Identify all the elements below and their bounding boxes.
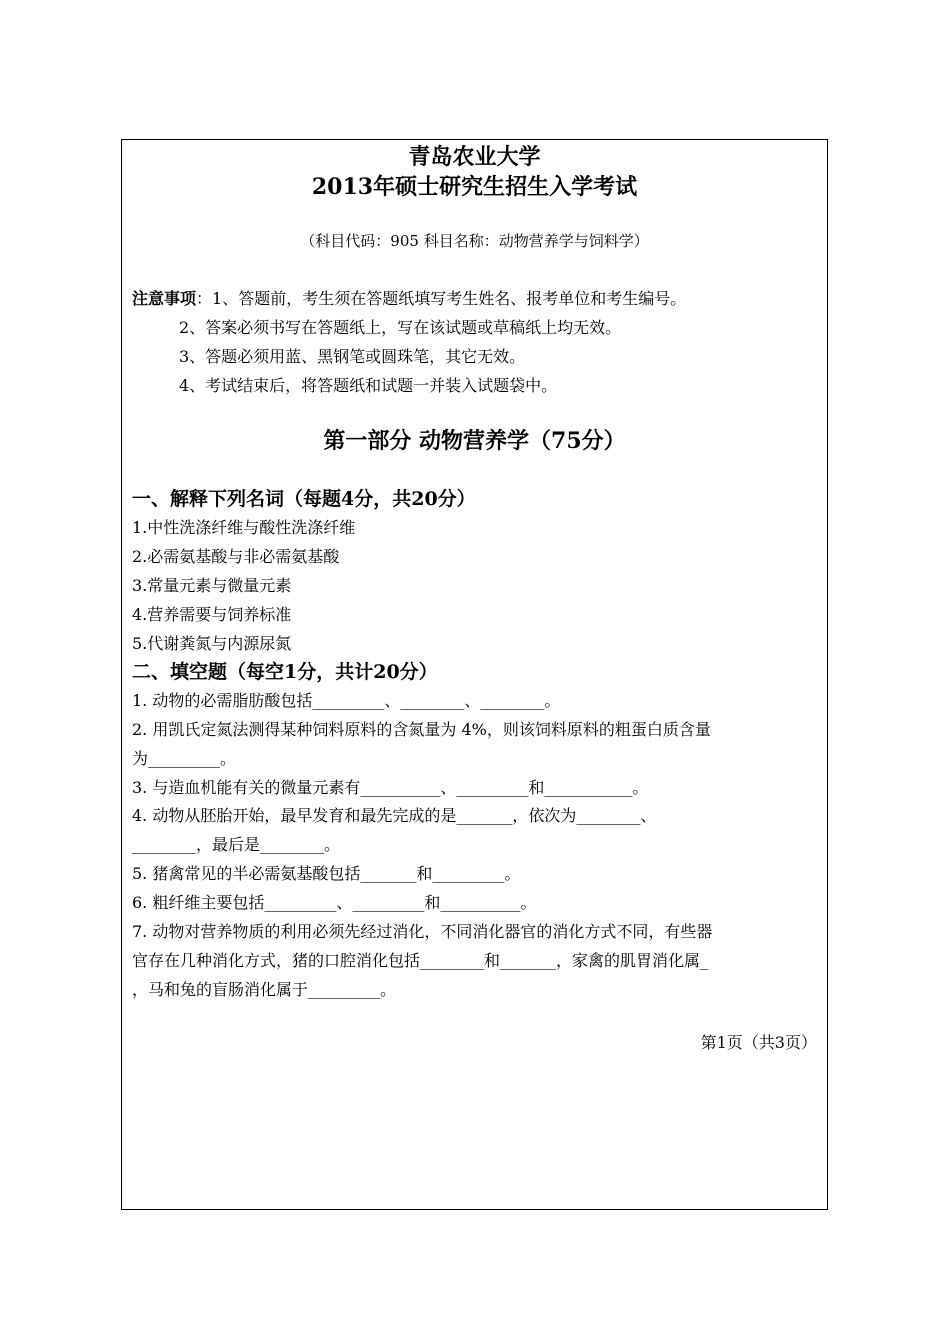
- section-2-line: 6. 粗纤维主要包括_________、_________和__________。: [132, 893, 537, 912]
- section-1-item: 5.代谢粪氮与内源尿氮: [132, 634, 292, 653]
- note-item-2: 2、答案必须书写在答题纸上，写在该试题或草稿纸上均无效。: [179, 318, 622, 337]
- note-item-3: 3、答题必须用蓝、黑钢笔或圆珠笔，其它无效。: [179, 347, 526, 366]
- section-2-line: 为_________。: [132, 749, 237, 768]
- section-2-title: 二、填空题（每空1分，共计20分）: [132, 661, 438, 683]
- section-1-item: 4.营养需要与饲养标准: [132, 605, 292, 624]
- section-1-item: 1.中性洗涤纤维与酸性洗涤纤维: [132, 518, 356, 537]
- section-2-line: ，马和兔的盲肠消化属于_________。: [132, 980, 397, 999]
- part-1-title: 第一部分 动物营养学（75分）: [323, 428, 626, 454]
- note-item-1: ：1、答题前，考生须在答题纸填写考生姓名、报考单位和考生编号。: [196, 289, 687, 308]
- section-2-line: 2. 用凯氏定氮法测得某种饲料原料的含氮量为 4%，则该饲料原料的粗蛋白质含量: [132, 720, 711, 739]
- section-2-line: 官存在几种消化方式，猪的口腔消化包括________和_______，家禽的肌胃消化属_: [132, 951, 709, 970]
- section-2-line: 4. 动物从胚胎开始，最早发育和最先完成的是_______，依次为________、: [132, 806, 657, 825]
- section-2-line: 5. 猪禽常见的半必需氨基酸包括_______和_________。: [132, 864, 521, 883]
- exam-page-frame: [121, 139, 828, 1210]
- note-item-4: 4、考试结束后，将答题纸和试题一并装入试题袋中。: [179, 376, 558, 395]
- section-2-line: 3. 与造血机能有关的微量元素有__________、_________和___________。: [132, 778, 649, 797]
- notes-label: 注意事项: [132, 289, 197, 308]
- university-name: 青岛农业大学: [408, 144, 541, 170]
- notes-line-1: [132, 288, 686, 310]
- section-2-line: 1. 动物的必需脂肪酸包括_________、________、________。: [132, 691, 561, 710]
- section-2-line: ________，最后是________。: [132, 835, 341, 854]
- section-1-title: 一、解释下列名词（每题4分，共20分）: [132, 488, 476, 510]
- subject-line: （科目代码：905 科目名称：动物营养学与饲料学）: [300, 232, 649, 250]
- exam-title: 2013年硕士研究生招生入学考试: [311, 174, 638, 200]
- section-1-item: 2.必需氨基酸与非必需氨基酸: [132, 547, 340, 566]
- section-1-item: 3.常量元素与微量元素: [132, 576, 292, 595]
- section-2-line: 7. 动物对营养物质的利用必须先经过消化，不同消化器官的消化方式不同，有些器: [132, 922, 713, 941]
- page-number: 第1页（共3页）: [700, 1033, 817, 1052]
